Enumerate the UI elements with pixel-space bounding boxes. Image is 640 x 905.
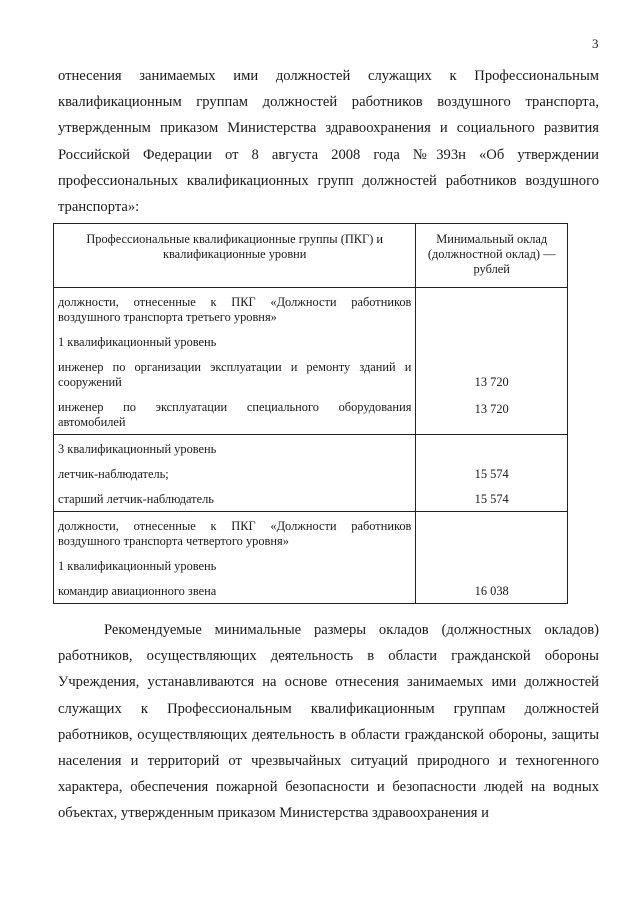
salary-value: 13 720 [474, 375, 509, 389]
intro-line: транспорта»: [58, 199, 140, 216]
intro-line: квалификационным группам должностей работников воздушного транспорта, [58, 94, 599, 111]
position-cell [54, 482, 416, 512]
position-cell [54, 350, 416, 390]
cell-line: воздушного транспорта третьего уровня» [58, 310, 277, 324]
cell-line: воздушного транспорта четвертого уровня» [58, 534, 289, 548]
body-line: на водных объектах, утвержденным приказом Министерства здравоохранения и [58, 779, 599, 822]
cell-line: старший летчик-наблюдатель [58, 492, 214, 506]
position-cell [54, 390, 416, 435]
table-row [54, 512, 568, 550]
body-paragraph [58, 617, 599, 827]
table-row [54, 435, 568, 458]
value-cell [416, 512, 568, 550]
table-row [54, 390, 568, 435]
intro-line: отнесения занимаемых ими должностей служащих к Профессиональным [58, 68, 599, 84]
position-cell [54, 574, 416, 604]
page-number: 3 [592, 36, 599, 51]
body-line: служащих к Профессиональным квалификационным группам должностей [58, 700, 599, 717]
cell-line: командир авиационного звена [58, 584, 217, 598]
value-cell [416, 350, 568, 390]
value-cell [416, 325, 568, 350]
body-line: Рекомендуемые минимальные размеры окладов (должностных окладов) [104, 622, 599, 638]
body-line: защиты населения и территорий от чрезвычайных ситуаций природного и [58, 726, 600, 770]
body-line: Учреждения, устанавливаются на основе отнесения занимаемых ими должностей [58, 674, 599, 691]
group-title-cell [54, 288, 416, 326]
value-cell: 16 038 [416, 574, 568, 604]
table-row [54, 350, 568, 390]
cell-line: сооружений [58, 375, 122, 389]
cell-line: 1 квалификационный уровень [58, 335, 217, 349]
header-line: Минимальный оклад [436, 232, 548, 246]
table-row [54, 457, 568, 482]
level-cell [54, 435, 416, 458]
value-cell: 15 574 [416, 482, 568, 512]
header-line: Профессиональные квалификационные группы (ПКГ) и [86, 232, 384, 246]
cell-line: 3 квалификационный уровень [58, 442, 217, 456]
value-cell: 15 574 [416, 457, 568, 482]
body-line: работников, осуществляющих деятельность в области гражданской обороны [58, 648, 599, 665]
header-line: квалификационные уровни [162, 247, 307, 261]
table-row [54, 482, 568, 512]
position-cell [54, 457, 416, 482]
cell-line: должности, отнесенные к ПКГ «Должности работников [58, 295, 412, 309]
level-cell [54, 549, 416, 574]
body-line: техногенного характера, обеспечения пожарной безопасности и безопасности людей [58, 753, 599, 796]
intro-line: утвержденным приказом Министерства здравоохранения и социального развития [58, 120, 599, 137]
cell-line: автомобилей [58, 415, 126, 429]
salary-value: 13 720 [474, 402, 509, 416]
body-line: работников, осуществляющих деятельность в области гражданской обороны, [58, 726, 547, 743]
intro-line: Российской Федерации от 8 августа 2008 года №393н «Об утверждении [58, 146, 599, 163]
level-cell [54, 325, 416, 350]
group-title-cell [54, 512, 416, 550]
value-cell [416, 390, 568, 435]
value-cell [416, 288, 568, 326]
cell-line: летчик-наблюдатель; [58, 467, 169, 481]
header-salary-column [416, 224, 568, 288]
value-cell [416, 549, 568, 574]
cell-line: 1 квалификационный уровень [58, 559, 217, 573]
header-line: (должностной оклад) — [427, 247, 556, 261]
cell-line: инженер по эксплуатации специального оборудования [58, 400, 412, 414]
table-row [54, 574, 568, 604]
cell-line: должности, отнесенные к ПКГ «Должности работников [58, 519, 412, 533]
table-row [54, 288, 568, 326]
header-line: рублей [473, 262, 510, 276]
intro-line: профессиональных квалификационных групп должностей работников воздушного [58, 172, 599, 189]
salary-table [53, 223, 568, 604]
header-group-column [54, 224, 416, 288]
table-row [54, 325, 568, 350]
value-cell [416, 435, 568, 458]
table-row [54, 549, 568, 574]
intro-paragraph [58, 63, 599, 220]
cell-line: инженер по организации эксплуатации и ремонту зданий и [58, 360, 412, 374]
table-header-row [54, 224, 568, 288]
